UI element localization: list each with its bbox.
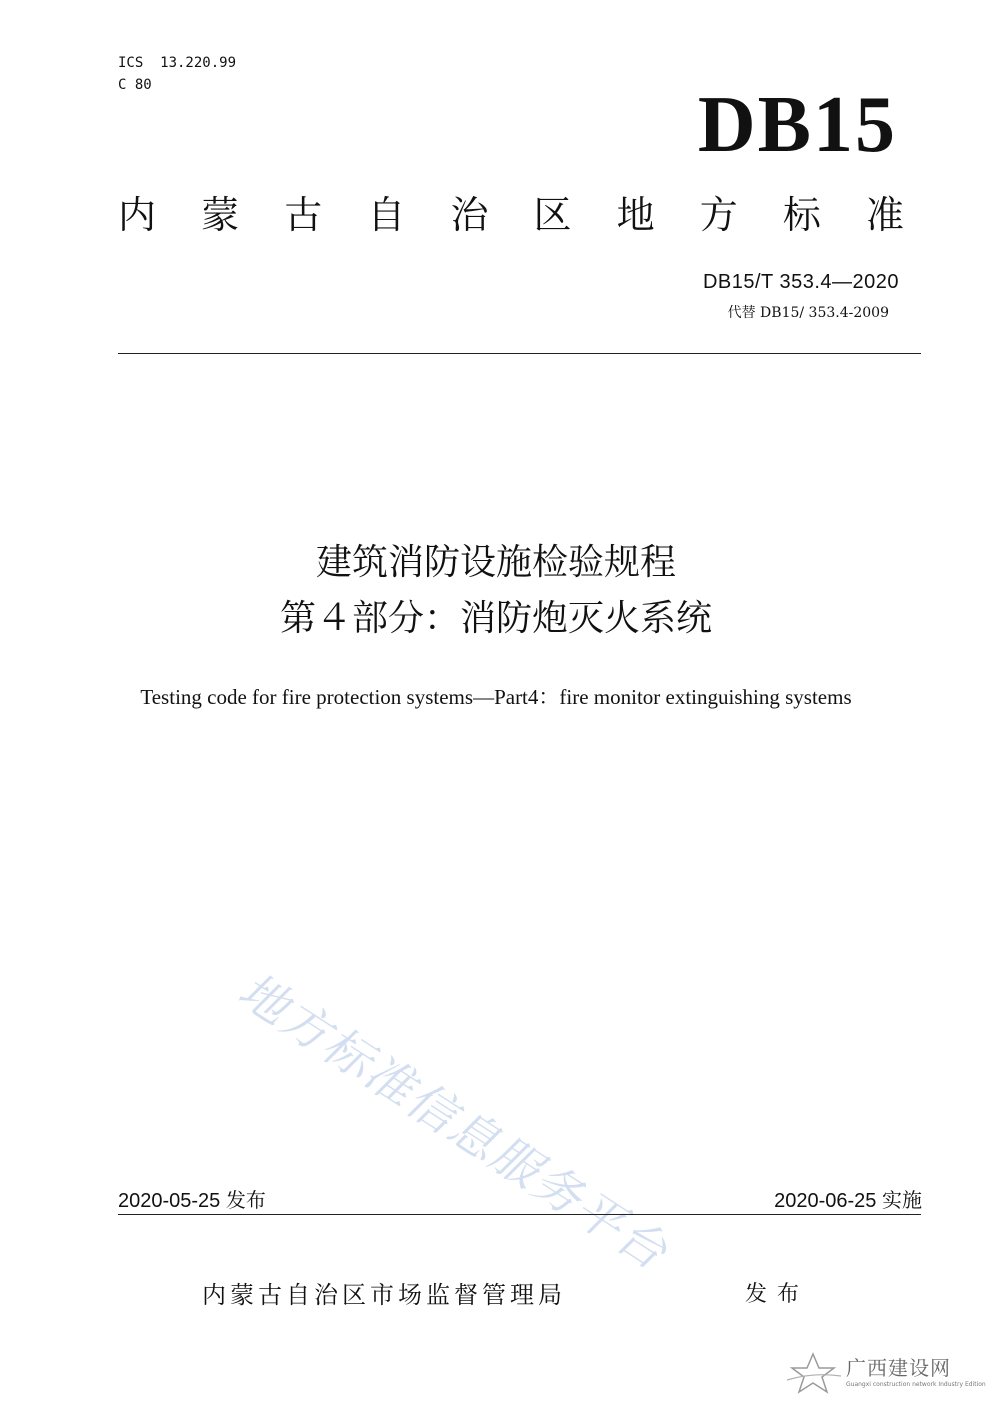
corner-logo-name: 广西建设网 — [846, 1356, 951, 1380]
corner-logo-english: Guangxi construction network Industry Edition — [846, 1381, 986, 1388]
top-divider — [118, 353, 921, 354]
publish-date: 2020-05-25 发布 — [118, 1190, 266, 1212]
standard-type-char: 古 — [284, 193, 323, 237]
standard-type-char: 准 — [865, 193, 904, 237]
standard-type-char: 地 — [616, 193, 655, 237]
standard-number: DB15/T 353.4—2020 — [702, 271, 899, 293]
english-title: Testing code for fire protection systems—Part4：fire monitor extinguishing systems — [140, 685, 852, 709]
document-subtitle-part: 第４部分：消防炮灭火系统 — [279, 598, 712, 639]
standard-type-char: 蒙 — [201, 193, 240, 237]
ics-code: ICS 13.220.99 — [118, 55, 237, 71]
db-logo: DB15 — [697, 81, 897, 169]
classification-codes — [118, 52, 236, 96]
standard-type-char: 方 — [699, 193, 738, 237]
standard-type-char: 区 — [533, 193, 572, 237]
document-title: 建筑消防设施检验规程 — [315, 542, 676, 583]
ccs-code: C 80 — [118, 77, 152, 93]
replaces-standard: 代替 DB15/ 353.4-2009 — [727, 305, 889, 321]
standard-type-char: 治 — [450, 193, 489, 237]
issuing-authority: 内蒙古自治区市场监督管理局 — [202, 1281, 566, 1309]
standard-type-char: 标 — [782, 193, 821, 237]
watermark: 地方标准信息服务平台 — [226, 967, 687, 1281]
implement-date: 2020-06-25 实施 — [774, 1190, 922, 1212]
bottom-divider — [118, 1214, 921, 1215]
issue-label: 发布 — [745, 1282, 810, 1307]
standard-type-char: 自 — [367, 193, 406, 237]
standard-type-char: 内 — [118, 193, 157, 237]
standard-type-heading — [118, 190, 904, 240]
